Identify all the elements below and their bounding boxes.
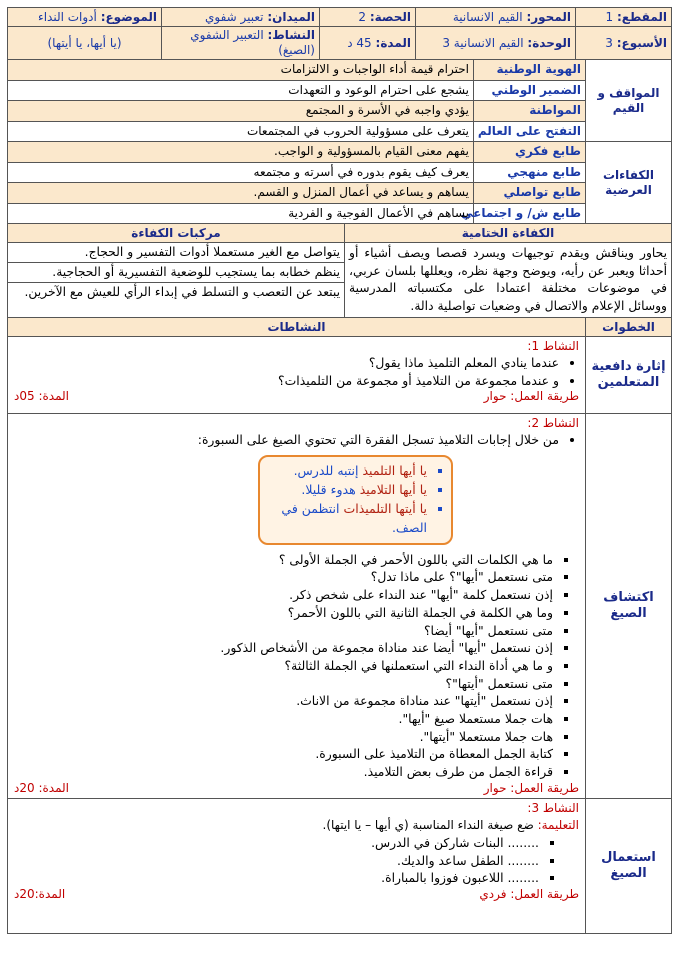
header-cell: الأسبوع: 3	[576, 27, 672, 60]
exercise-item: ▪ ........ الطفل ساعد والديك.	[14, 852, 539, 870]
question-item: ▪ إذن نستعمل "أيتها" عند مناداة مجموعة من الاناث.	[14, 692, 553, 710]
competency-text: يساهم في الأعمال الفوجية و الفردية	[8, 203, 474, 224]
final-competency-title: الكفاءة الختامية	[345, 224, 672, 243]
exercise-item: ▪ ........ اللاعبون فوزوا بالمباراة.	[14, 869, 539, 887]
instruction-label: التعليمة:	[537, 818, 579, 832]
values-category: المواقف و القيم	[586, 60, 672, 142]
component-item: يبتعد عن التعصب و التسلط في إبداء الرأي للعيش مع الآخرين.	[24, 285, 340, 299]
header-cell: المقطع: 1	[576, 8, 672, 27]
value-text: يؤدي واجبه في الأسرة و المجتمع	[8, 101, 474, 122]
components-cell	[8, 243, 345, 318]
activity-3	[8, 799, 586, 934]
competency-text: يساهم و يساعد في أعمال المنزل و القسم.	[8, 183, 474, 204]
steps-table	[7, 317, 672, 934]
value-name: الضمير الوطني	[474, 80, 586, 101]
final-competency-text: يحاور ويناقش ويقدم توجيهات ويسرد قصصا ويصف أشياء أو أحداثا ويعبر عن رأيه، ويوضح وجهة نظره، ويعللها بلسان عربي، في موضوعات مختلفة اعتمادا على مكتسباته المدرسية ووسائل الإعلام والاتصال في وضعيات تواصلية دالة.	[345, 243, 672, 318]
work-method: طريقة العمل: حوار	[483, 780, 579, 795]
activity-2	[8, 414, 586, 799]
question-item: ▪ هات جملا مستعملا "أيتها".	[14, 728, 553, 746]
duration: المدة: 20د	[14, 780, 69, 795]
competency-text: يفهم معنى القيام بالمسؤولية و الواجب.	[8, 142, 474, 163]
activity-intro: • من خلال إجابات التلاميذ تسجل الفقرة التي تحتوي الصيغ على السبورة:	[14, 431, 559, 449]
competency-name: طابع ش/ و اجتماعي	[474, 203, 586, 224]
component-item: ينظم خطابه بما يستجيب للوضعية التفسيرية أو الحجاجية.	[8, 263, 344, 283]
component-item: يتواصل مع الغير مستعملا أدوات التفسير و الحجاج.	[8, 243, 344, 263]
question-item: ▪ هات جملا مستعملا صيغ "أيها".	[14, 710, 553, 728]
header-cell: (يا أيها، يا أيتها)	[8, 27, 162, 60]
question-item: ▪ قراءة الجمل من طرف بعض التلاميذ.	[14, 763, 553, 781]
work-method: طريقة العمل: فردي	[479, 887, 579, 902]
work-method: طريقة العمل: حوار	[483, 389, 579, 404]
competency-name: طابع فكري	[474, 142, 586, 163]
header-cell: الميدان: تعبير شفوي	[162, 8, 320, 27]
header-cell: الحصة: 2	[320, 8, 416, 27]
question-item: ▪ و ما هي أداة النداء التي استعملنها في الجملة الثالثة؟	[14, 657, 553, 675]
question-item: ▪ إذن نستعمل "أيها" أيضا عند مناداة مجموعة من الأشخاص الذكور.	[14, 639, 553, 657]
activity-title: النشاط 2:	[527, 416, 579, 430]
value-name: المواطنة	[474, 101, 586, 122]
competency-name: طابع منهجي	[474, 162, 586, 183]
step-usage: استعمال الصيغ	[586, 799, 672, 934]
question-item: ▪ متى نستعمل "أيها"؟ على ماذا تدل؟	[14, 568, 553, 586]
example-sentences-box	[258, 455, 453, 545]
instruction-text: ضع صيغة النداء المناسبة (ي أيها – يا ايتها).	[322, 818, 538, 832]
competency-name: طابع تواصلي	[474, 183, 586, 204]
competencies-category: الكفاءات العرضية	[586, 142, 672, 224]
activity-item: • عندما ينادي المعلم التلميذ ماذا يقول؟	[14, 354, 559, 372]
header-cell: المحور: القيم الانسانية	[416, 8, 576, 27]
value-text: يشجع على احترام الوعود و التعهدات	[8, 80, 474, 101]
value-text: احترام قيمة أداء الواجبات و الالتزامات	[8, 60, 474, 81]
header-table	[7, 7, 672, 60]
value-name: الهوية الوطنية	[474, 60, 586, 81]
question-item: ▪ متى نستعمل "أيها" أيضا؟	[14, 622, 553, 640]
question-item: ▪ وما هي الكلمة في الجملة الثانية التي باللون الأحمر؟	[14, 604, 553, 622]
question-item: ▪ كتابة الجمل المعطاة من التلاميذ على السبورة.	[14, 745, 553, 763]
header-cell: النشاط: التعبير الشفوي (الصيغ)	[162, 27, 320, 60]
header-cell: الوحدة: القيم الانسانية 3	[416, 27, 576, 60]
example-sentence: ▪ يا أيها التلميذ إنتبه للدرس.	[270, 461, 427, 480]
duration: المدة:20د	[14, 887, 66, 902]
competency-text: يعرف كيف يقوم بدوره في أسرته و مجتمعه	[8, 162, 474, 183]
step-discovery: اكتشاف الصيغ	[586, 414, 672, 799]
exercise-item: ▪ ........ البنات شاركن في الدرس.	[14, 834, 539, 852]
components-title: مركبات الكفاءة	[8, 224, 345, 243]
activity-title: النشاط 1:	[527, 339, 579, 353]
competency-table	[7, 223, 672, 318]
value-text: يتعرف على مسؤولية الحروب في المجتمعات	[8, 121, 474, 142]
duration: المدة: 05د	[14, 389, 69, 404]
steps-header: الخطوات	[586, 318, 672, 337]
example-sentence: ▪ يا أيتها التلميذات انتظمن في الصف.	[270, 499, 427, 537]
question-item: ▪ ما هي الكلمات التي باللون الأحمر في الجملة الأولى ؟	[14, 551, 553, 569]
value-name: التفتح على العالم	[474, 121, 586, 142]
question-item: ▪ متى نستعمل "أيتها"؟	[14, 675, 553, 693]
values-competencies-table	[7, 59, 672, 224]
question-item: ▪ إذن نستعمل كلمة "أيها" عند النداء على شخص ذكر.	[14, 586, 553, 604]
lesson-sheet	[7, 7, 672, 953]
example-sentence: ▪ يا أيها التلاميذ هدوء قليلا.	[270, 480, 427, 499]
header-cell: الموضوع: أدوات النداء	[8, 8, 162, 27]
activity-title: النشاط 3:	[527, 801, 579, 815]
activity-1	[8, 337, 586, 414]
activity-item: • و عندما مجموعة من التلاميذ أو مجموعة من التلميذات؟	[14, 372, 559, 390]
activities-header: النشاطات	[8, 318, 586, 337]
header-cell: المدة: 45 د	[320, 27, 416, 60]
step-motivation: إثارة دافعية المتعلمين	[586, 337, 672, 414]
